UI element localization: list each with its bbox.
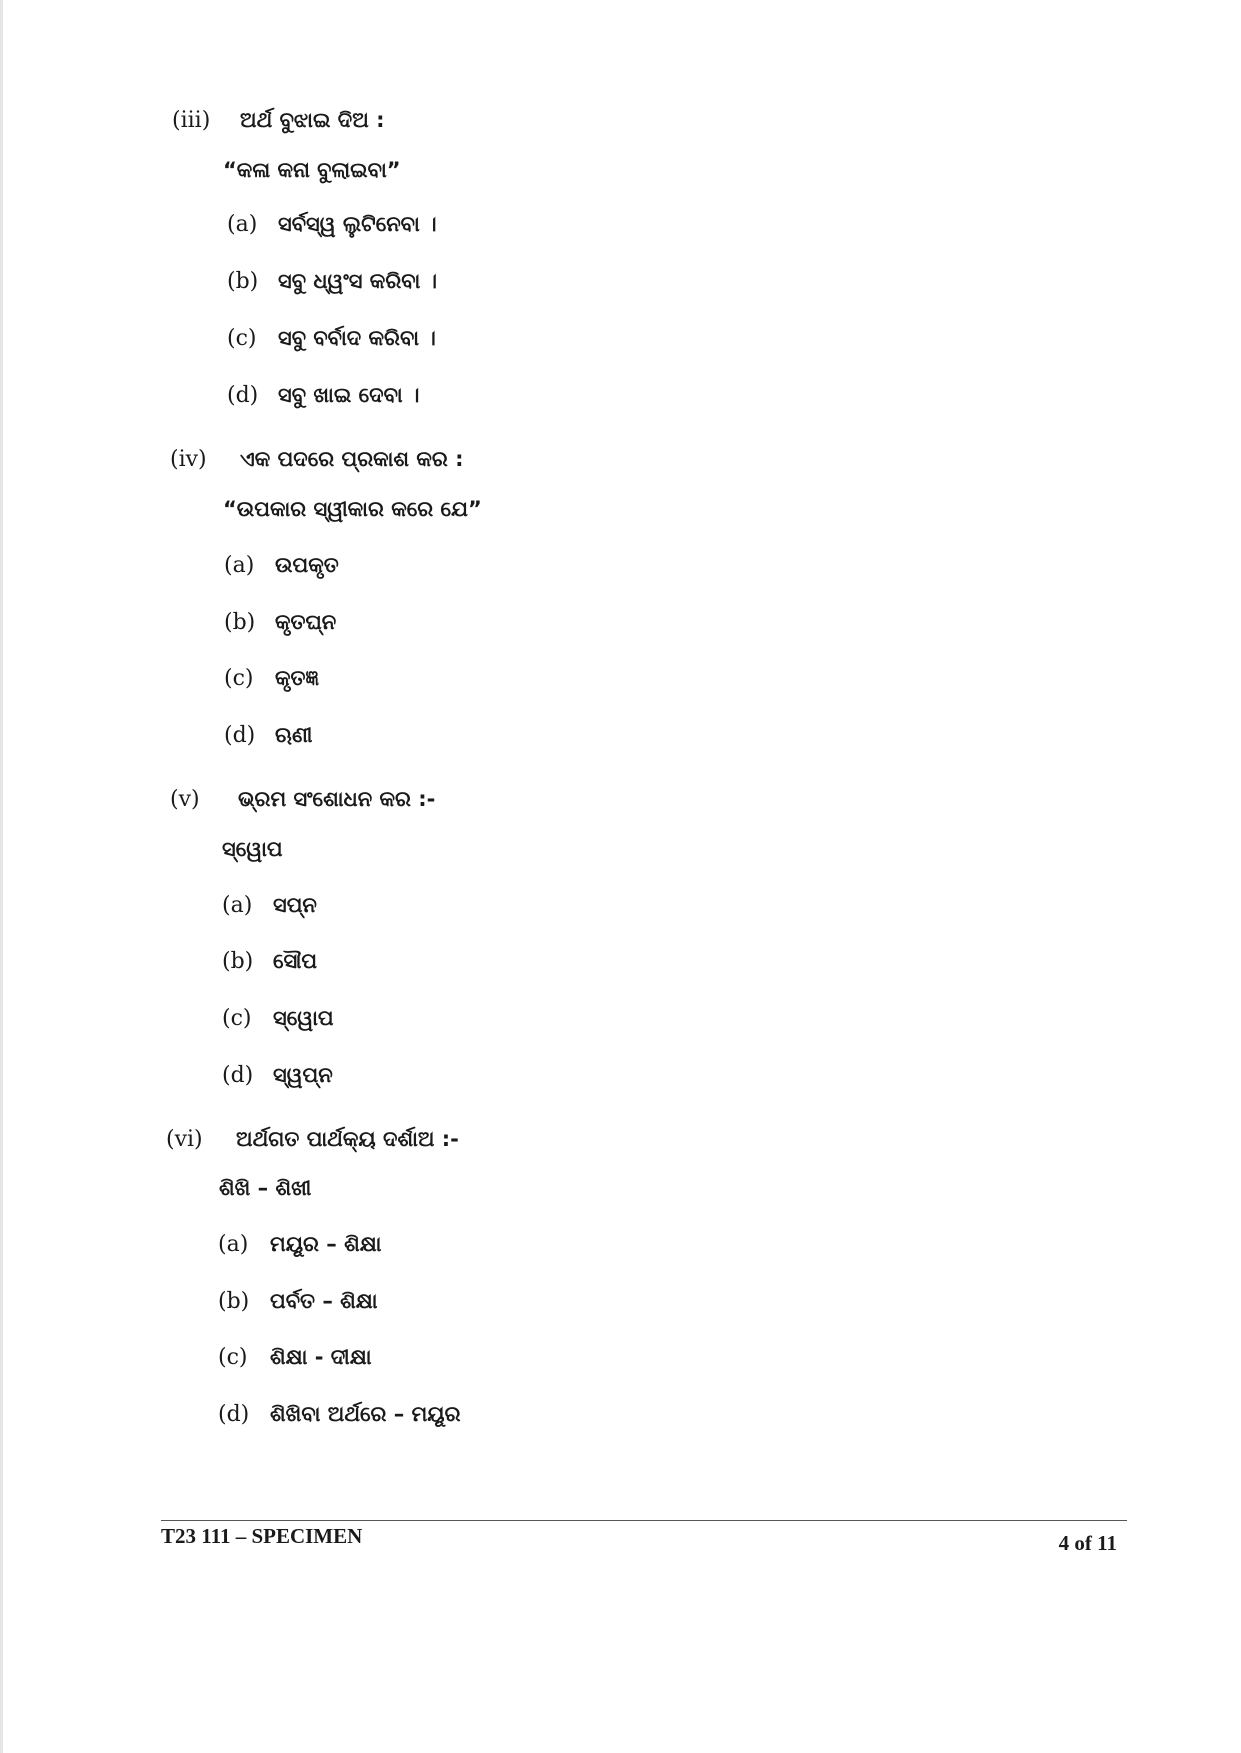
question-prompt: “ଉପକାର ସ୍ୱୀକାର କରେ ଯେ” [223, 497, 482, 521]
option-text: ଉପକୃତ [275, 553, 339, 577]
option-text: କୃତଘ୍ନ [275, 610, 337, 634]
question-number: (v) [170, 787, 200, 812]
option-text: ସପ୍ନ [273, 893, 317, 917]
page-number: 4 of 11 [1058, 1531, 1117, 1555]
question-prompt: “କଳା କନା ବୁଲାଇବା” [223, 158, 401, 182]
question-instruction: ଅର୍ଥଗତ ପାର୍ଥକ୍ୟ ଦର୍ଶାଅ :- [236, 1127, 459, 1151]
option-letter: (c) [218, 1345, 248, 1370]
paper-code: T23 111 – SPECIMEN [161, 1524, 363, 1548]
option-letter: (b) [222, 949, 254, 974]
option-letter: (c) [227, 326, 257, 351]
question-instruction: ଏକ ପଦରେ ପ୍ରକାଶ କର : [240, 447, 464, 471]
option-letter: (d) [227, 383, 259, 408]
option-text: ଶିଖିବା ଅର୍ଥରେ – ମୟୂର [270, 1402, 461, 1426]
option-text: ସ୍ୱୋପ [273, 1006, 334, 1030]
question-prompt: ଶିଖି – ଶିଖୀ [219, 1176, 312, 1200]
question-prompt: ସ୍ୱୋପ [222, 837, 283, 861]
option-text: ସବୁ ଖାଇ ଦେବା । [278, 383, 420, 407]
option-text: ସ୍ୱପ୍ନ [273, 1063, 333, 1087]
option-text: କୃତଜ୍ଞ [275, 666, 319, 690]
option-text: ଋଣୀ [275, 723, 313, 747]
question-number: (vi) [166, 1127, 203, 1152]
option-letter: (a) [222, 893, 253, 918]
option-letter: (c) [222, 1006, 252, 1031]
option-letter: (b) [227, 269, 259, 294]
option-letter: (b) [218, 1289, 250, 1314]
question-instruction: ଭ୍ରମ ସଂଶୋଧନ କର :- [238, 787, 436, 811]
option-text: ସବୁ ଧ୍ୱଂସ କରିବା । [278, 269, 438, 293]
footer-divider [161, 1520, 1127, 1521]
option-letter: (a) [224, 553, 255, 578]
question-instruction: ଅର୍ଥ ବୁଝାଇ ଦିଅ : [240, 108, 385, 132]
option-letter: (a) [218, 1232, 249, 1257]
option-letter: (d) [222, 1063, 254, 1088]
option-text: ଶିକ୍ଷା - ଦୀକ୍ଷା [270, 1345, 372, 1369]
option-letter: (d) [224, 723, 256, 748]
question-number: (iii) [172, 108, 211, 133]
scan-edge [0, 0, 3, 1753]
option-text: ସୌପ [273, 949, 318, 973]
option-text: ସବୁ ବର୍ବାଦ କରିବା । [278, 326, 436, 350]
option-letter: (d) [218, 1402, 250, 1427]
option-text: ପର୍ବତ – ଶିକ୍ଷା [270, 1289, 378, 1313]
question-number: (iv) [170, 447, 207, 472]
option-letter: (c) [224, 666, 254, 691]
option-text: ମୟୂର – ଶିକ୍ଷା [270, 1232, 382, 1256]
option-letter: (a) [227, 212, 258, 237]
option-text: ସର୍ବସ୍ୱ ଲୁଟିନେବା । [278, 212, 437, 236]
option-letter: (b) [224, 610, 256, 635]
